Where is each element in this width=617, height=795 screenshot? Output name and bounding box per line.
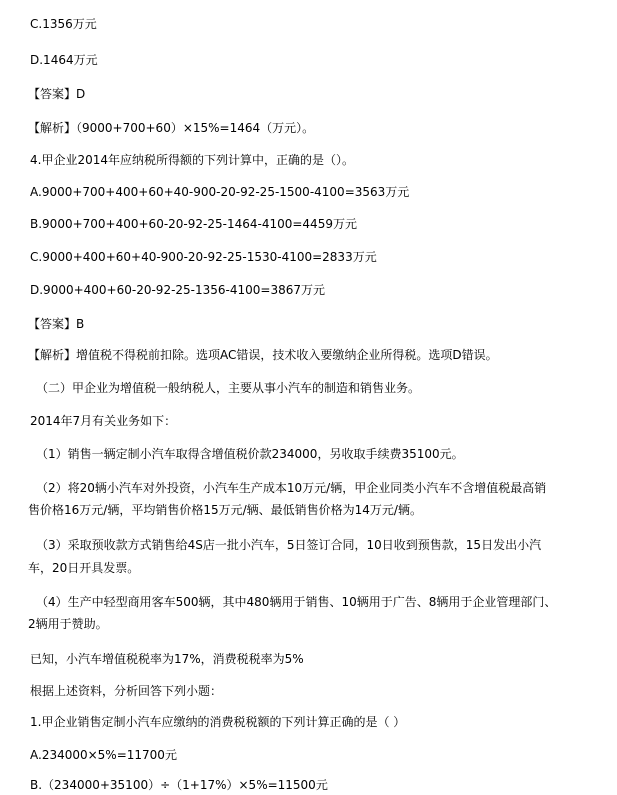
question-4-option-d: D.9000+400+60-20-92-25-1356-4100=3867万元 <box>30 283 326 297</box>
question-1-text: 1.甲企业销售定制小汽车应缴纳的消费税税额的下列计算正确的是（ ） <box>30 715 406 729</box>
section-heading: （二）甲企业为增值税一般纳税人，主要从事小汽车的制造和销售业务。 <box>36 381 421 395</box>
business-item-2-line-1: （2）将20辆小汽车对外投资，小汽车生产成本10万元/辆，甲企业同类小汽车不含增值税最高销 <box>36 481 547 495</box>
option-d-text: D.1464万元 <box>30 53 98 67</box>
business-item-1: （1）销售一辆定制小汽车取得含增值税价款234000，另收取手续费35100元。 <box>36 447 464 461</box>
answer-label: 【答案】D <box>28 87 86 101</box>
business-item-2-line-2: 售价格16万元/辆，平均销售价格15万元/辆、最低销售价格为14万元/辆。 <box>28 503 422 517</box>
question-1-option-a: A.234000×5%=11700元 <box>30 748 177 762</box>
known-conditions: 已知，小汽车增值税税率为17%，消费税税率为5% <box>30 652 304 666</box>
option-c-text: C.1356万元 <box>30 17 97 31</box>
analysis-text: 【解析】（9000+700+60）×15%=1464（万元）。 <box>28 121 315 135</box>
question-4-option-a: A.9000+700+400+60+40-900-20-92-25-1500-4100=3563万元 <box>30 185 410 199</box>
business-item-4-line-2: 2辆用于赞助。 <box>28 617 108 631</box>
question-4-option-c: C.9000+400+60+40-900-20-92-25-1530-4100=2833万元 <box>30 250 377 264</box>
instruction-text: 根据上述资料，分析回答下列小题： <box>30 684 223 698</box>
question-4-option-b: B.9000+700+400+60-20-92-25-1464-4100=4459万元 <box>30 217 357 231</box>
business-item-4-line-1: （4）生产中轻型商用客车500辆，其中480辆用于销售、10辆用于广告、8辆用于企业管理部门、 <box>36 595 557 609</box>
month-intro: 2014年7月有关业务如下： <box>30 414 177 428</box>
business-item-3-line-2: 车，20日开具发票。 <box>28 561 140 575</box>
question-1-option-b: B.（234000+35100）÷（1+17%）×5%=11500元 <box>30 778 328 792</box>
business-item-3-line-1: （3）采取预收款方式销售给4S店一批小汽车，5日签订合同，10日收到预售款，15日发出小汽 <box>36 538 542 552</box>
analysis-text: 【解析】增值税不得税前扣除。选项AC错误，技术收入要缴纳企业所得税。选项D错误。 <box>28 348 498 362</box>
answer-label: 【答案】B <box>28 317 85 331</box>
question-4-text: 4.甲企业2014年应纳税所得额的下列计算中，正确的是（）。 <box>30 153 354 167</box>
